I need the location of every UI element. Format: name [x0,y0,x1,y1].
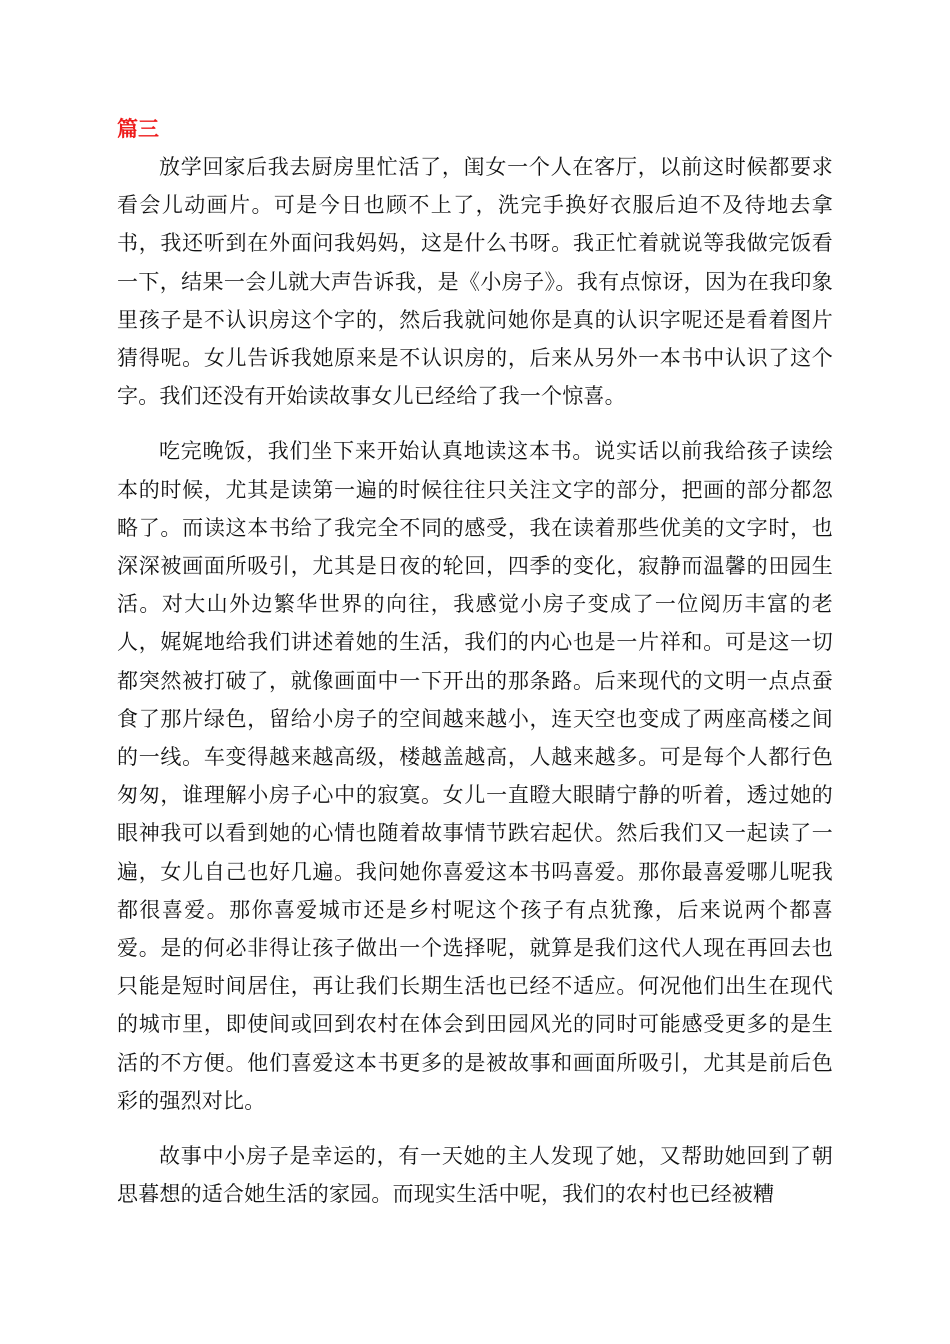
document-page [117,114,833,1230]
paragraph-2: 吃完晚饭，我们坐下来开始认真地读这本书。说实话以前我给孩子读绘本的时候，尤其是读第一遍的时候往往只关注文字的部分，把画的部分都忽略了。而读这本书给了我完全不同的感受，我在读着那些优美的文字时，也深深被画面所吸引，尤其是日夜的轮回，四季的变化，寂静而温馨的田园生活。对大山外边繁华世界的向往，我感觉小房子变成了一位阅历丰富的老人，娓娓地给我们讲述着她的生活，我们的内心也是一片祥和。可是这一切都突然被打破了，就像画面中一下开出的那条路。后来现代的文明一点点蚕食了那片绿色，留给小房子的空间越来越小，连天空也变成了两座高楼之间的一线。车变得越来越高级，楼越盖越高，人越来越多。可是每个人都行色匆匆，谁理解小房子心中的寂寞。女儿一直瞪大眼睛宁静的听着，透过她的眼神我可以看到她的心情也随着故事情节跌宕起伏。然后我们又一起读了一遍，女儿自己也好几遍。我问她你喜爱这本书吗喜爱。那你最喜爱哪儿呢我都很喜爱。那你喜爱城市还是乡村呢这个孩子有点犹豫，后来说两个都喜爱。是的何必非得让孩子做出一个选择呢，就算是我们这代人现在再回去也只能是短时间居住，再让我们长期生活也已经不适应。何况他们出生在现代的城市里，即使间或回到农村在体会到田园风光的同时可能感受更多的是生活的不方便。他们喜爱这本书更多的是被故事和画面所吸引，尤其是前后色彩的强烈对比。 [117,439,833,1113]
paragraph-3: 故事中小房子是幸运的，有一天她的主人发现了她，又帮助她回到了朝思暮想的适合她生活的家园。而现实生活中呢，我们的农村也已经被糟 [117,1144,833,1207]
paragraph-1: 放学回家后我去厨房里忙活了，闺女一个人在客厅，以前这时候都要求看会儿动画片。可是今日也顾不上了，洗完手换好衣服后迫不及待地去拿书，我还听到在外面问我妈妈，这是什么书呀。我正忙着就说等我做完饭看一下，结果一会儿就大声告诉我，是《小房子》。我有点惊讶，因为在我印象里孩子是不认识房这个字的，然后我就问她你是真的认识字呢还是看着图片猜得呢。女儿告诉我她原来是不认识房的，后来从另外一本书中认识了这个字。我们还没有开始读故事女儿已经给了我一个惊喜。 [117,155,833,409]
section-heading: 篇三 [117,117,159,141]
